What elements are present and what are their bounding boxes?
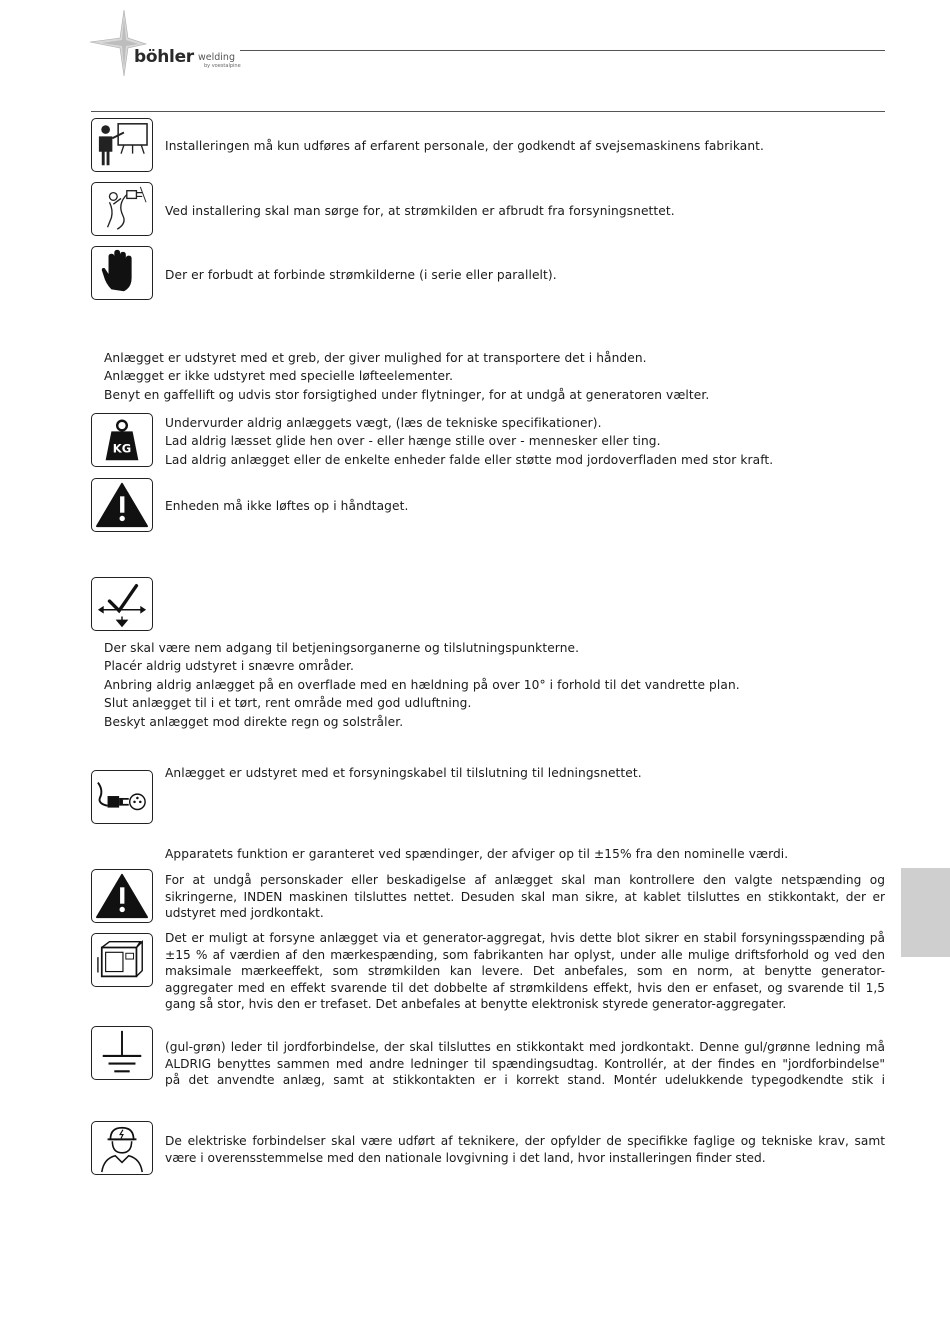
- connection-generator-2: ±15 % af værdien af den mærkespænding, som fabrikanten har oplyst, under alle mulige driftsforhold og ved den: [165, 947, 885, 962]
- weight-kg-icon: [91, 413, 153, 467]
- technician-icon: [91, 1121, 153, 1175]
- lifting-weight-1: Undervurder aldrig anlæggets vægt, (læs de tekniske specifikationer).: [165, 416, 602, 430]
- lifting-text-3: Benyt en gaffellift og udvis stor forsigtighed under flytninger, for at undgå at generatoren vælter.: [104, 388, 710, 402]
- install-text-1: Installeringen må kun udføres af erfarent personale, der godkendt af svejsemaskinens fabrikant.: [165, 139, 765, 153]
- connection-technician-1: De elektriske forbindelser skal være udført af teknikere, der opfylder de specifikke faglige og tekniske krav, samt: [165, 1134, 885, 1148]
- svg-text:KG: KG: [112, 441, 132, 456]
- connection-warning-1: For at undgå personskader eller beskadigelse af anlægget skal man kontrollere den valgte netspænding og: [165, 873, 885, 887]
- lifting-weight-2: Lad aldrig læsset glide hen over - eller hænge stille over - mennesker eller ting.: [165, 434, 661, 448]
- placement-text-3: Anbring aldrig anlægget på en overflade med en hældning på over 10° i forhold til det vandrette plan.: [104, 678, 740, 692]
- lifting-text-2: Anlægget er ikke udstyret med specielle løfteelementer.: [104, 369, 454, 383]
- connection-warning-paragraph: [165, 872, 885, 922]
- lifting-handle-text: Enheden må ikke løftes op i håndtaget.: [165, 499, 409, 513]
- lifting-text-1: Anlægget er udstyret med et greb, der giver mulighed for at transportere det i hånden.: [104, 351, 647, 365]
- header-rule: [240, 50, 885, 51]
- generator-icon: [91, 933, 153, 987]
- connection-ground-1: (gul-grøn) leder til jordforbindelse, der skal tilsluttes en stikkontakt med jordkontakt. Denne gul/grønne ledning må: [165, 1040, 885, 1054]
- connection-generator-1: Det er muligt at forsyne anlægget via et generator-aggregat, hvis dette blot sikrer en stabil forsyningsspænding på: [165, 931, 885, 945]
- brand-name: böhler: [134, 47, 194, 67]
- logo-star-icon: [88, 8, 148, 78]
- connection-generator-4: aggregater med en effekt svarende til det dobbelte af strømkildens effekt, hvis den er enfaset, og svarende til 1,5: [165, 980, 885, 995]
- connection-ground-paragraph: [165, 1039, 885, 1089]
- install-text-2: Ved installering skal man sørge for, at strømkilden er afbrudt fra forsyningsnettet.: [165, 204, 675, 218]
- plug-disconnect-icon: [91, 182, 153, 236]
- connection-generator-3: maksimale mærkeeffekt, som strømkilden kan levere. Det anbefales, som en norm, at benytte generator-: [165, 964, 885, 979]
- install-text-3: Der er forbudt at forbinde strømkilderne (i serie eller parallelt).: [165, 268, 557, 282]
- warning-triangle-icon: [91, 869, 153, 923]
- connection-warning-3: udstyret med jordkontakt.: [165, 906, 324, 921]
- connection-warning-2: sikringerne, INDEN maskinen tilsluttes nettet. Desuden skal man sikre, at kablet tilsluttes en stikkontakt, der er: [165, 889, 885, 904]
- brand-suffix: welding: [198, 52, 235, 63]
- connection-ground-2: ALDRIG benyttes sammen med andre ledninger til spændingsudtag. Kontrollér, at der findes en "jordforbindelse": [165, 1056, 885, 1071]
- connection-technician-2: være i overensstemmelse med den nationale lovgivning i det land, hvor installeringen finder sted.: [165, 1150, 766, 1165]
- section-rule: [91, 111, 885, 112]
- ground-symbol-icon: [91, 1026, 153, 1080]
- connection-technician-paragraph: [165, 1133, 885, 1166]
- connection-cable-text: Anlægget er udstyret med et forsyningskabel til tilslutning til ledningsnettet.: [165, 766, 642, 780]
- placement-text-5: Beskyt anlægget mod direkte regn og solstråler.: [104, 715, 404, 729]
- warning-triangle-icon: [91, 478, 153, 532]
- hand-stop-icon: [91, 246, 153, 300]
- brand-tag: by voestalpine: [204, 63, 241, 69]
- presenter-icon: [91, 118, 153, 172]
- placement-text-2: Placér aldrig udstyret i snævre områder.: [104, 659, 355, 673]
- connection-generator-5: gang så stor, hvis den er trefaset. Det anbefales at benytte elektronisk styrede generator-aggregater.: [165, 997, 787, 1012]
- placement-text-1: Der skal være nem adgang til betjeningsorganerne og tilslutningspunkterne.: [104, 641, 580, 655]
- connection-generator-paragraph: [165, 930, 885, 1013]
- placement-check-icon: [91, 577, 153, 631]
- side-thumb-tab: [901, 868, 950, 957]
- power-plug-icon: [91, 770, 153, 824]
- connection-voltage-text: Apparatets funktion er garanteret ved spændinger, der afviger op til ±15% fra den nominelle værdi.: [165, 847, 789, 861]
- connection-ground-3: på det anvendte anlæg, samt at stikkontakten er i korrekt stand. Montér udelukkende typegodkendte stik i: [165, 1073, 885, 1088]
- lifting-weight-3: Lad aldrig anlægget eller de enkelte enheder falde eller støtte mod jordoverfladen med stor kraft.: [165, 453, 774, 467]
- placement-text-4: Slut anlægget til i et tørt, rent område med god udluftning.: [104, 696, 472, 710]
